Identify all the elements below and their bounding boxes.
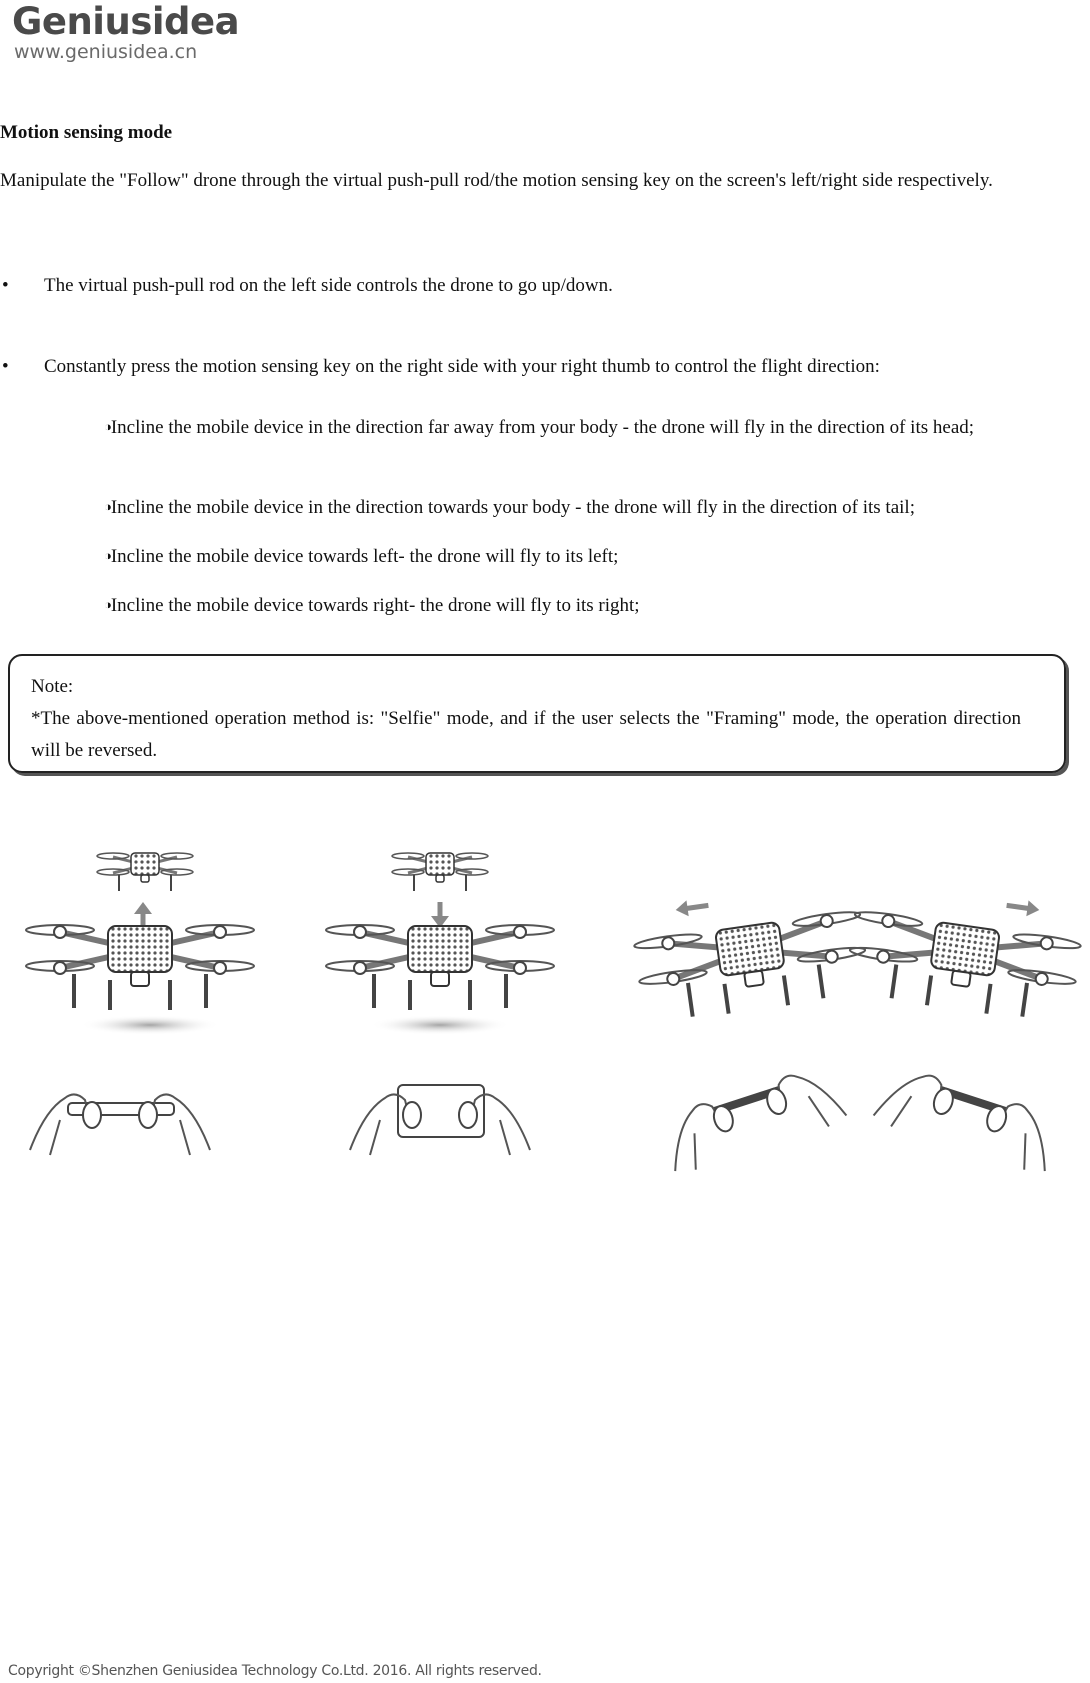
bullet-text: Constantly press the motion sensing key on the right side with your right thumb to control the flight direction: <box>44 356 880 377</box>
bullet-dot: • <box>2 275 9 296</box>
hands-tilt-left <box>658 1063 848 1176</box>
sub-item-text: Incline the mobile device towards right- the drone will fly to its right; <box>110 595 640 616</box>
note-label: Note: <box>31 676 74 697</box>
note-content <box>31 671 1021 767</box>
half-circle-icon: ◑ <box>104 419 111 434</box>
half-circle-icon: ◑ <box>104 548 111 563</box>
drone-left-icon <box>629 877 871 1026</box>
drone-down-icon <box>326 853 554 1155</box>
bullet-dot: • <box>2 356 9 377</box>
sub-item <box>104 491 1090 524</box>
drone-up-icon <box>26 853 254 1155</box>
logo-name: Geniusidea <box>12 0 240 43</box>
sub-item <box>104 411 1090 444</box>
half-circle-icon: ◑ <box>104 499 111 514</box>
intro-paragraph: Manipulate the "Follow" drone through the virtual push-pull rod/the motion sensing key on the screen's left/right side respectively. <box>0 170 993 191</box>
drone-right-icon <box>844 877 1086 1026</box>
sub-item-text: Incline the mobile device towards left- the drone will fly to its left; <box>110 546 619 567</box>
section-title: Motion sensing mode <box>0 122 173 143</box>
sub-item <box>104 589 1090 622</box>
hands-tilt-right <box>872 1063 1062 1176</box>
bullet-text: The virtual push-pull rod on the left side controls the drone to go up/down. <box>44 275 613 296</box>
illustration-panel <box>0 840 1090 1180</box>
logo-url: www.geniusidea.cn <box>14 41 198 63</box>
sub-item <box>104 540 1090 573</box>
note-text: *The above-mentioned operation method is: "Selfie" mode, and if the user selects the "Framing" mode, the operation direction will be reversed. <box>31 708 1021 761</box>
brand-logo <box>12 2 239 62</box>
sub-item-text: Incline the mobile device in the direction far away from your body - the drone will fly in the direction of its head; <box>110 417 975 438</box>
half-circle-icon: ◑ <box>104 597 111 612</box>
copyright-footer: Copyright ©Shenzhen Geniusidea Technology Co.Ltd. 2016. All rights reserved. <box>8 1663 542 1679</box>
note-box <box>8 654 1066 773</box>
sub-item-text: Incline the mobile device in the direction towards your body - the drone will fly in the direction of its tail; <box>110 497 915 518</box>
